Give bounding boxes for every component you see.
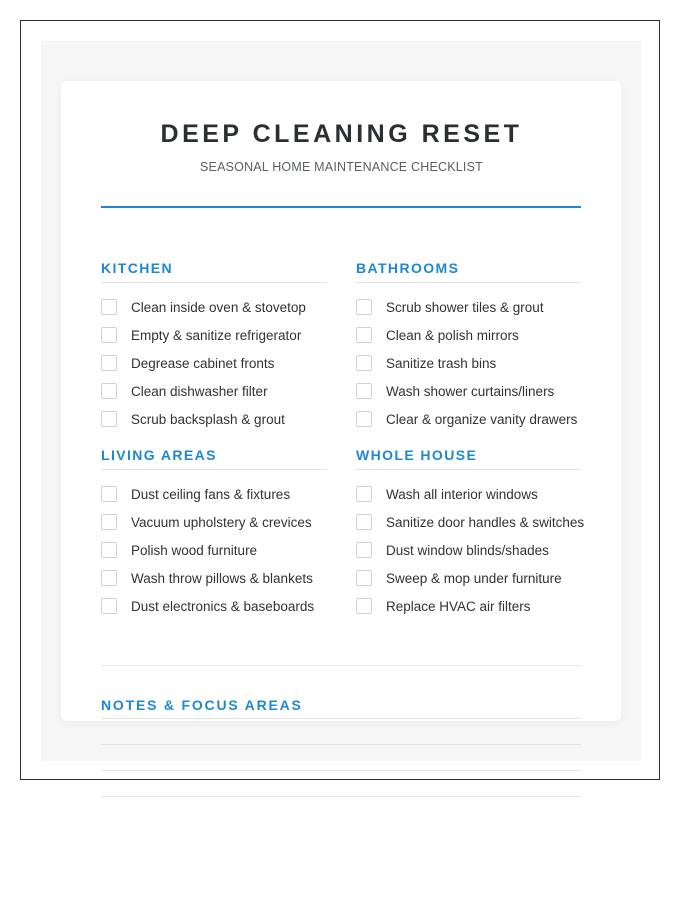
item-label: Sanitize trash bins bbox=[386, 355, 497, 371]
note-line[interactable] bbox=[101, 718, 581, 719]
checklist-item[interactable] bbox=[101, 508, 326, 536]
checkbox[interactable] bbox=[356, 486, 372, 502]
item-label: Wash all interior windows bbox=[386, 486, 538, 502]
checklist-item[interactable] bbox=[101, 536, 326, 564]
checklist-item[interactable] bbox=[101, 405, 326, 433]
checkbox[interactable] bbox=[101, 486, 117, 502]
checkbox[interactable] bbox=[356, 598, 372, 614]
checkbox[interactable] bbox=[101, 299, 117, 315]
checkbox[interactable] bbox=[101, 542, 117, 558]
checkbox[interactable] bbox=[101, 411, 117, 427]
checkbox[interactable] bbox=[356, 542, 372, 558]
checkbox[interactable] bbox=[356, 355, 372, 371]
checkbox[interactable] bbox=[356, 411, 372, 427]
item-label: Dust electronics & baseboards bbox=[131, 598, 315, 614]
page-title: DEEP CLEANING RESET bbox=[160, 120, 523, 148]
checklist bbox=[101, 293, 326, 433]
section-kitchen bbox=[101, 259, 326, 433]
checkbox[interactable] bbox=[356, 514, 372, 530]
checkbox[interactable] bbox=[356, 299, 372, 315]
note-line[interactable] bbox=[101, 744, 581, 745]
checklist-item[interactable] bbox=[356, 349, 581, 377]
checklist-item[interactable] bbox=[101, 293, 326, 321]
checklist-item[interactable] bbox=[101, 564, 326, 592]
checklist-item[interactable] bbox=[101, 321, 326, 349]
checkbox[interactable] bbox=[101, 327, 117, 343]
section-bathrooms bbox=[356, 259, 581, 433]
checklist-item[interactable] bbox=[356, 480, 581, 508]
checkbox[interactable] bbox=[356, 327, 372, 343]
note-line[interactable] bbox=[101, 770, 581, 771]
checkbox[interactable] bbox=[101, 514, 117, 530]
section-living-areas bbox=[101, 446, 326, 620]
item-label: Polish wood furniture bbox=[131, 542, 258, 558]
checklist-item[interactable] bbox=[356, 293, 581, 321]
checklist-item[interactable] bbox=[101, 480, 326, 508]
checklist-item[interactable] bbox=[356, 564, 581, 592]
item-label: Dust ceiling fans & fixtures bbox=[131, 486, 291, 502]
checkbox[interactable] bbox=[101, 355, 117, 371]
checkbox[interactable] bbox=[356, 570, 372, 586]
note-line[interactable] bbox=[101, 796, 581, 797]
checklist-item[interactable] bbox=[101, 377, 326, 405]
checklist-item[interactable] bbox=[356, 536, 581, 564]
checklist-item[interactable] bbox=[101, 349, 326, 377]
notes-heading: NOTES & FOCUS AREAS bbox=[101, 697, 303, 713]
checkbox[interactable] bbox=[356, 383, 372, 399]
checklist bbox=[101, 480, 326, 620]
section-heading: WHOLE HOUSE bbox=[356, 446, 581, 470]
item-label: Vacuum upholstery & crevices bbox=[131, 514, 312, 530]
page-subtitle: SEASONAL HOME MAINTENANCE CHECKLIST bbox=[200, 160, 483, 174]
section-whole-house bbox=[356, 446, 585, 620]
item-label: Sweep & mop under furniture bbox=[386, 570, 562, 586]
notes-divider bbox=[101, 665, 581, 666]
item-label: Clean & polish mirrors bbox=[386, 327, 519, 343]
item-label: Scrub backsplash & grout bbox=[131, 411, 285, 427]
checklist bbox=[356, 480, 585, 620]
item-label: Empty & sanitize refrigerator bbox=[131, 327, 302, 343]
item-label: Wash throw pillows & blankets bbox=[131, 570, 313, 586]
item-label: Clear & organize vanity drawers bbox=[386, 411, 578, 427]
checklist-item[interactable] bbox=[101, 592, 326, 620]
checkbox[interactable] bbox=[101, 383, 117, 399]
section-heading: LIVING AREAS bbox=[101, 446, 326, 470]
section-heading: KITCHEN bbox=[101, 259, 326, 283]
item-label: Replace HVAC air filters bbox=[386, 598, 531, 614]
checklist-item[interactable] bbox=[356, 592, 581, 620]
item-label: Degrease cabinet fronts bbox=[131, 355, 275, 371]
checklist-item[interactable] bbox=[356, 377, 581, 405]
title-divider bbox=[101, 206, 581, 208]
checkbox[interactable] bbox=[101, 598, 117, 614]
checklist-item[interactable] bbox=[356, 508, 585, 536]
checklist-item[interactable] bbox=[356, 405, 581, 433]
item-label: Sanitize door handles & switches bbox=[386, 514, 585, 530]
checkbox[interactable] bbox=[101, 570, 117, 586]
checklist-item[interactable] bbox=[356, 321, 581, 349]
section-heading: BATHROOMS bbox=[356, 259, 581, 283]
item-label: Wash shower curtains/liners bbox=[386, 383, 555, 399]
item-label: Clean inside oven & stovetop bbox=[131, 299, 306, 315]
checklist bbox=[356, 293, 581, 433]
item-label: Scrub shower tiles & grout bbox=[386, 299, 544, 315]
item-label: Dust window blinds/shades bbox=[386, 542, 549, 558]
item-label: Clean dishwasher filter bbox=[131, 383, 268, 399]
